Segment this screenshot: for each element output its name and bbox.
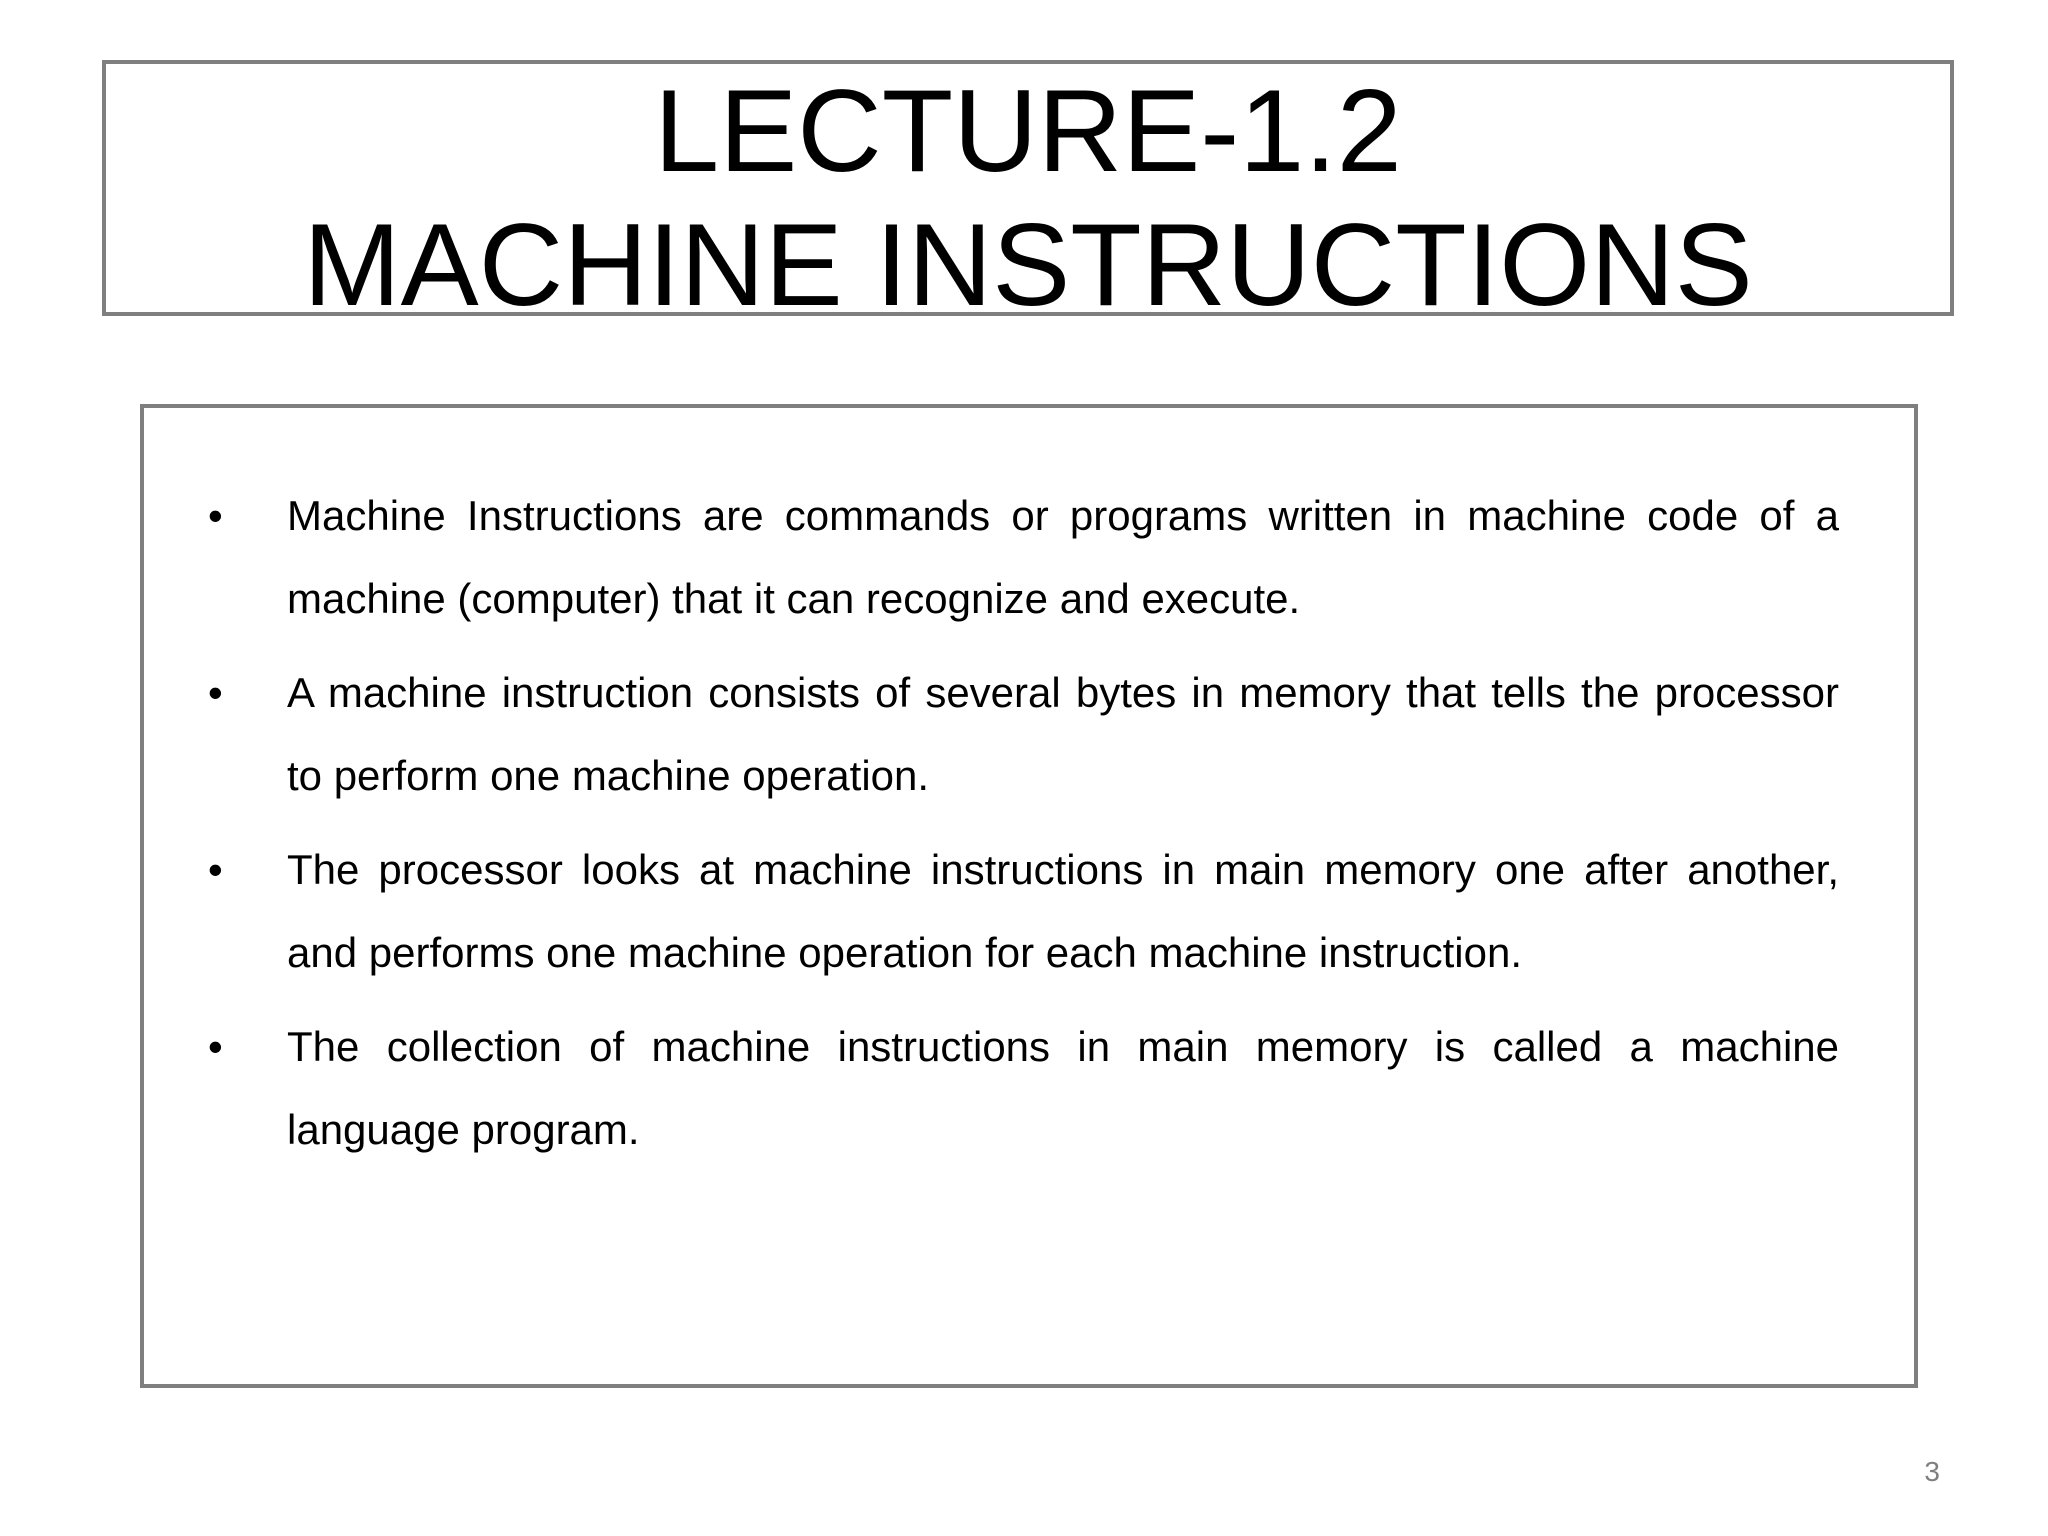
list-item xyxy=(144,828,1914,994)
content-box xyxy=(140,404,1918,1388)
slide-title-line-2: MACHINE INSTRUCTIONS xyxy=(303,199,1753,330)
bullet-icon: • xyxy=(208,492,223,539)
bullet-icon: • xyxy=(208,1023,223,1070)
bullet-list xyxy=(144,474,1914,1182)
list-item xyxy=(144,651,1914,817)
bullet-icon: • xyxy=(208,846,223,893)
bullet-text: Machine Instructions are commands or programs written in machine code of a machine (computer) that it can recognize and execute. xyxy=(287,492,1839,622)
list-item xyxy=(144,1005,1914,1171)
bullet-icon: • xyxy=(208,669,223,716)
bullet-text: The collection of machine instructions in main memory is called a machine language program. xyxy=(287,1023,1839,1153)
bullet-text: The processor looks at machine instructions in main memory one after another, and performs one machine operation for each machine instruction. xyxy=(287,846,1839,976)
slide-title-line-1: LECTURE-1.2 xyxy=(654,65,1402,196)
page-number: 3 xyxy=(1924,1456,1940,1487)
bullet-text: A machine instruction consists of several bytes in memory that tells the processor to perform one machine operation. xyxy=(287,669,1839,799)
title-box xyxy=(102,60,1954,330)
list-item xyxy=(144,474,1914,640)
